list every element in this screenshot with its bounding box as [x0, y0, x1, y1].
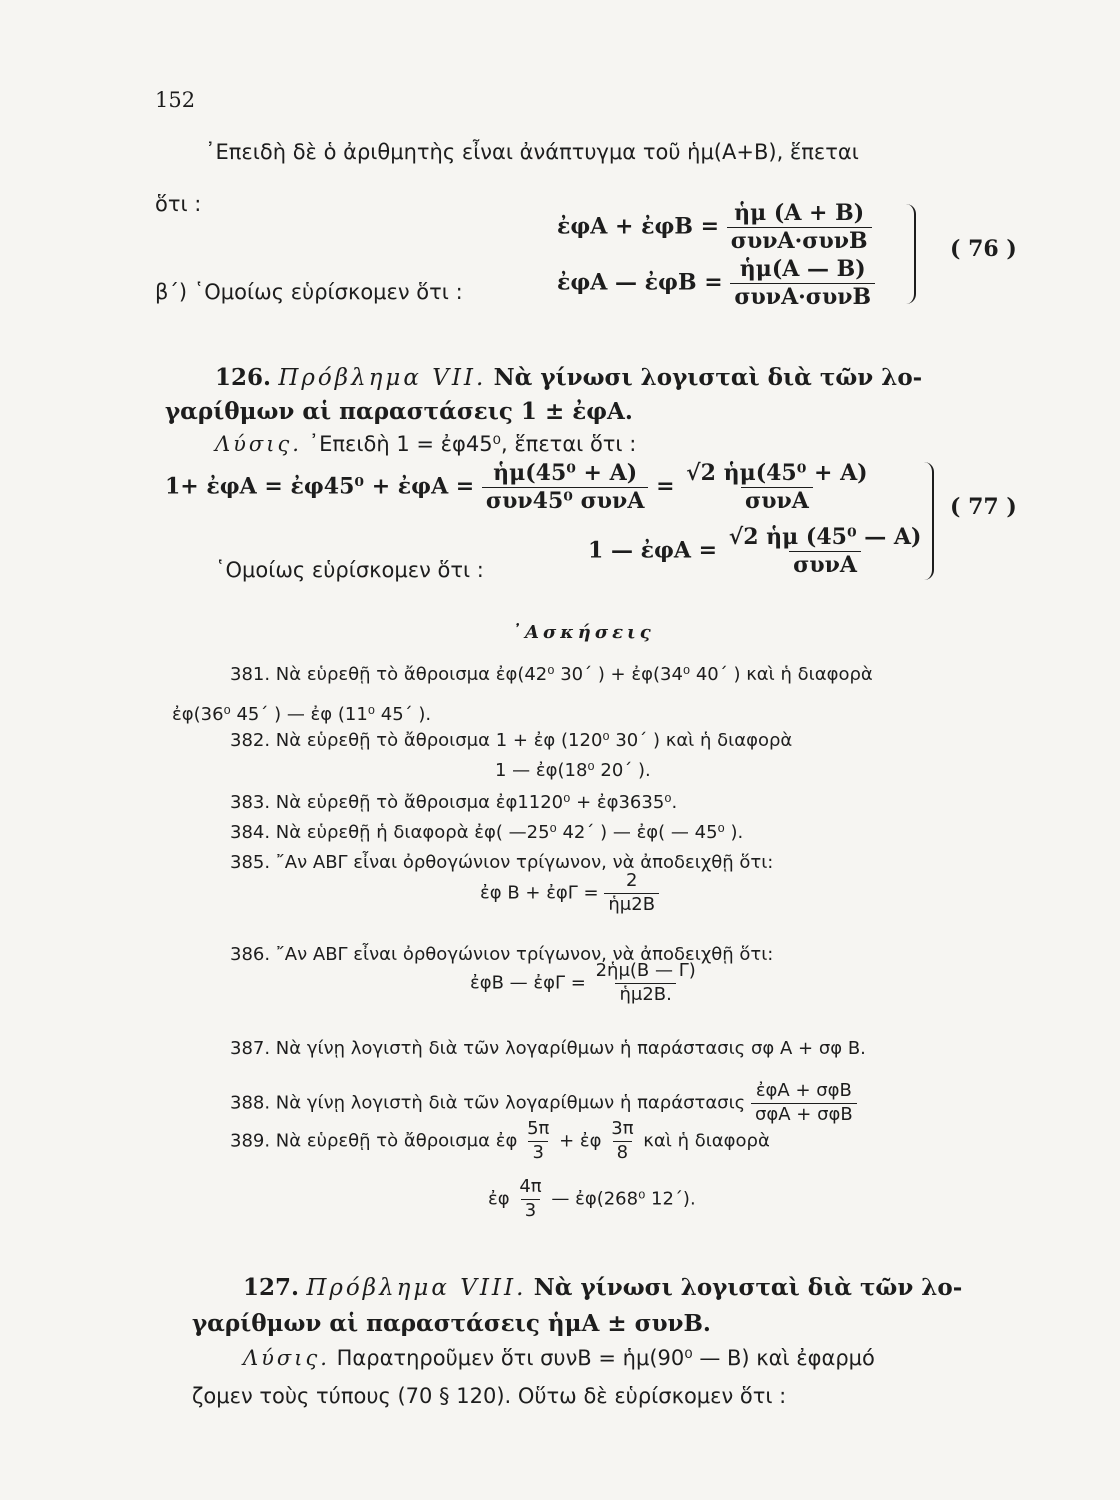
exercise-385-formula: [480, 872, 659, 915]
exercise-389-den-2: 8: [613, 1141, 632, 1163]
eq77-lhs-1: 1+ ἐφΑ = ἐφ45⁰ + ἐφΑ =: [165, 473, 475, 500]
eq76-brace: [900, 204, 916, 304]
eq76-num-1: ἡμ (Α + Β): [734, 200, 865, 226]
solution-8-line-2: ζομεν τοὺς τύπους (70 § 120). Οὕτω δὲ εὑρίσκομεν ὅτι :: [192, 1384, 787, 1408]
problem-8-line-2: [192, 1310, 711, 1337]
eq77-den-1b: συνΑ: [741, 487, 813, 513]
exercise-385-num: 2: [625, 870, 638, 891]
eq77-num-1b: √2 ἡμ(45⁰ + Α): [686, 460, 868, 486]
exercise-386-formula: [470, 962, 700, 1005]
exercise-389b-num: 4π: [519, 1176, 542, 1197]
exercise-389-line-1: [230, 1120, 770, 1163]
problem-8-title: Πρόβλημα VIII.: [306, 1275, 527, 1301]
eq76-num-2: ἡμ(Α — Β): [739, 256, 866, 282]
eq76-tag: ( 76 ): [950, 236, 1017, 262]
problem-8-heading: [243, 1274, 962, 1301]
eq77-den-2: συνΑ: [789, 551, 861, 577]
solution-7-text: ᾿Επειδὴ 1 = ἐφ45⁰, ἕπεται ὅτι :: [308, 432, 637, 456]
exercise-388-text: 388. Νὰ γίνῃ λογιστὴ διὰ τῶν λογαρίθμων ἡ παράστασις: [230, 1092, 746, 1114]
eq77-label-2: ῾Ομοίως εὑρίσκομεν ὅτι :: [215, 558, 484, 582]
eq76-lhs-2: ἐφΑ — ἐφΒ =: [557, 269, 723, 296]
eq76-den-2: συνΑ·συνΒ: [730, 283, 875, 309]
exercise-389-line-2: [488, 1178, 696, 1221]
exercise-388-num: ἐφΑ + σφΒ: [755, 1080, 852, 1101]
eq77-fraction-1b: [682, 462, 871, 513]
eq77-num-2: √2 ἡμ (45⁰ — Α): [728, 524, 922, 550]
intro-line-2: ὅτι :: [155, 192, 202, 216]
problem-7-title: Πρόβλημα VII.: [278, 365, 487, 391]
problem-7-number: 126.: [215, 364, 272, 391]
problem-7-line-2: [165, 398, 633, 425]
exercise-389-text: 389. Νὰ εὑρεθῇ τὸ ἄθροισμα ἐφ: [230, 1130, 518, 1152]
exercise-389-num-2: 3π: [611, 1118, 634, 1139]
eq76-line-2: [557, 258, 875, 309]
exercise-388-den: σφΑ + σφΒ: [751, 1103, 857, 1125]
solution-8-text-1: Παρατηροῦμεν ὅτι συνΒ = ἡμ(90⁰ — Β) καὶ ἐφαρμό: [336, 1346, 875, 1370]
intro-line-1: ᾿Επειδὴ δὲ ὁ ἀριθμητὴς εἶναι ἀνάπτυγμα τοῦ ἡμ(Α+Β), ἕπεται: [205, 140, 859, 164]
problem-7-heading: [215, 364, 922, 391]
eq76-den-1: συνΑ·συνΒ: [727, 227, 872, 253]
eq77-equals: =: [656, 473, 675, 500]
solution-7: [215, 432, 636, 456]
solution-8-label: Λύσις.: [243, 1346, 330, 1370]
exercise-386: 386. ῎Αν ΑΒΓ εἶναι ὀρθογώνιον τρίγωνον, νὰ ἀποδειχθῇ ὅτι:: [230, 944, 774, 965]
exercise-389b-fraction: [515, 1178, 545, 1221]
eq76-fraction-1: [727, 202, 872, 253]
exercise-385-lhs: ἐφ Β + ἐφΓ =: [480, 882, 599, 904]
exercise-382-line-2: 1 — ἐφ(18⁰ 20΄ ).: [495, 760, 651, 781]
eq77-line-1: [165, 462, 872, 513]
exercise-383: 383. Νὰ εὑρεθῇ τὸ ἄθροισμα ἐφ1120⁰ + ἐφ3635⁰.: [230, 792, 678, 813]
eq76-lhs-1: ἐφΑ + ἐφΒ =: [557, 213, 720, 240]
solution-8-line-1: [243, 1346, 875, 1370]
exercise-384: 384. Νὰ εὑρεθῇ ἡ διαφορὰ ἐφ( —25⁰ 42΄ ) — ἐφ( — 45⁰ ).: [230, 822, 744, 843]
eq77-num-1: ἡμ(45⁰ + Α): [493, 460, 638, 486]
problem-7-text-2: γαρίθμων αἱ παραστάσεις 1 ± ἐφΑ.: [165, 398, 633, 425]
exercise-386-fraction: [592, 962, 700, 1005]
exercise-389-fraction-2: [607, 1120, 637, 1163]
exercise-389b-den: 3: [521, 1199, 540, 1221]
exercise-389-den-1: 3: [528, 1141, 547, 1163]
exercise-389-mid: + ἐφ: [559, 1130, 602, 1152]
exercise-388-fraction: [751, 1082, 857, 1125]
exercise-386-den: ἡμ2Β.: [615, 983, 675, 1005]
eq77-fraction-2: [725, 526, 926, 577]
eq76-line-1: [557, 202, 872, 253]
exercise-389-end: καὶ ἡ διαφορὰ: [643, 1130, 770, 1152]
exercise-389b-end: — ἐφ(268⁰ 12΄).: [551, 1188, 696, 1210]
exercise-385-den: ἡμ2Β: [604, 893, 659, 915]
eq77-den-1: συν45⁰ συνΑ: [482, 487, 648, 513]
eq77-lhs-2: 1 — ἐφΑ =: [588, 537, 718, 564]
exercise-381-line-1: 381. Νὰ εὑρεθῇ τὸ ἄθροισμα ἐφ(42⁰ 30΄ ) + ἐφ(34⁰ 40΄ ) καὶ ἡ διαφορὰ: [230, 664, 873, 685]
eq77-brace: [918, 462, 934, 580]
exercise-385: 385. ῎Αν ΑΒΓ εἶναι ὀρθογώνιον τρίγωνον, νὰ ἀποδειχθῇ ὅτι:: [230, 852, 774, 873]
exercise-387: 387. Νὰ γίνῃ λογιστὴ διὰ τῶν λογαρίθμων ἡ παράστασις σφ Α + σφ Β.: [230, 1038, 866, 1059]
exercises-title: ᾿Ασκήσεις: [512, 622, 655, 643]
eq77-fraction-1: [482, 462, 648, 513]
eq77-line-2: [588, 526, 925, 577]
problem-7-text-1: Νὰ γίνωσι λογισταὶ διὰ τῶν λο-: [493, 364, 923, 391]
eq76-label-b: β΄) ῾Ομοίως εὑρίσκομεν ὅτι :: [155, 280, 463, 304]
eq77-tag: ( 77 ): [950, 494, 1017, 520]
exercise-385-fraction: [604, 872, 659, 915]
page-number: 152: [155, 88, 196, 112]
problem-8-number: 127.: [243, 1274, 300, 1301]
exercise-381-line-2: ἐφ(36⁰ 45΄ ) — ἐφ (11⁰ 45΄ ).: [172, 704, 432, 725]
exercise-386-lhs: ἐφΒ — ἐφΓ =: [470, 972, 586, 994]
problem-8-text-2: γαρίθμων αἱ παραστάσεις ἡμΑ ± συνΒ.: [192, 1310, 711, 1337]
solution-7-label: Λύσις.: [215, 432, 302, 456]
exercise-382-line-1: 382. Νὰ εὑρεθῇ τὸ ἄθροισμα 1 + ἐφ (120⁰ 30΄ ) καὶ ἡ διαφορὰ: [230, 730, 793, 751]
exercise-386-num: 2ἡμ(Β — Γ): [595, 960, 696, 981]
eq76-fraction-2: [730, 258, 875, 309]
exercise-389-num-1: 5π: [527, 1118, 550, 1139]
exercise-389-fraction-1: [523, 1120, 553, 1163]
exercise-389b-pre: ἐφ: [488, 1188, 510, 1210]
problem-8-text-1: Νὰ γίνωσι λογισταὶ διὰ τῶν λο-: [533, 1274, 963, 1301]
